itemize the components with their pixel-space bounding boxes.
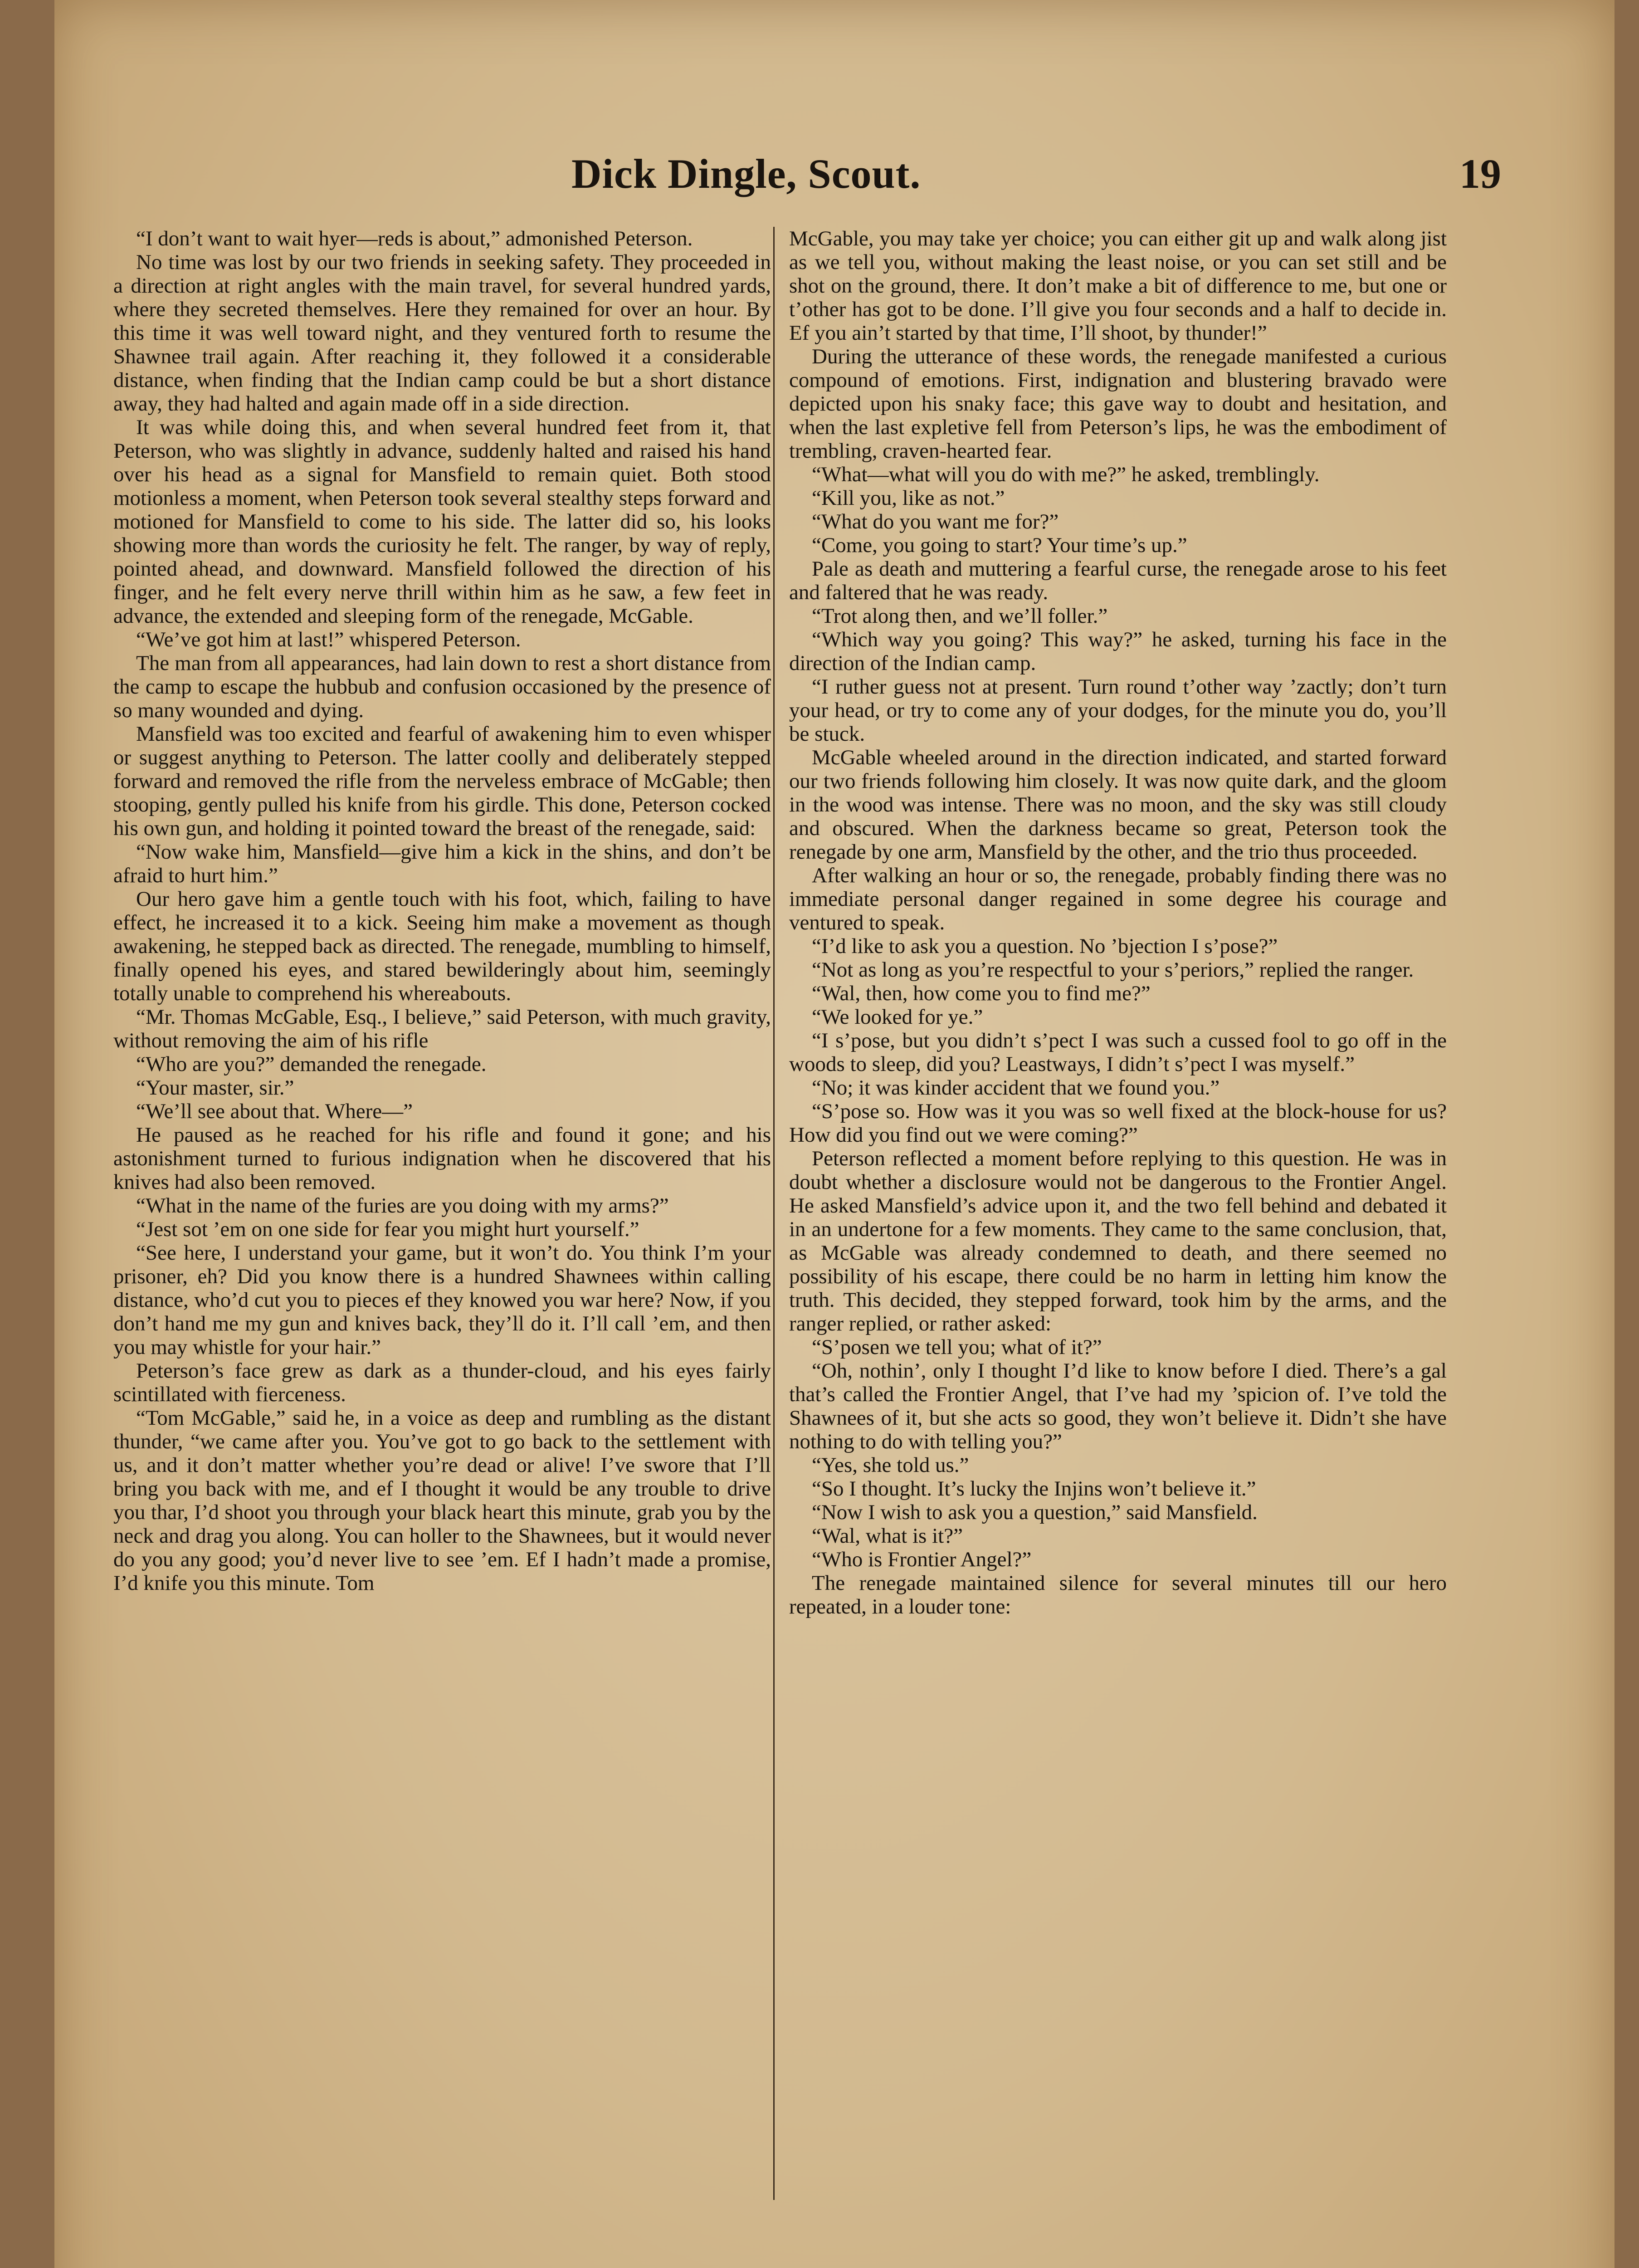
page-header: [54, 150, 1615, 218]
paragraph: “What do you want me for?”: [812, 510, 1059, 533]
paragraph: Mansfield was too excited and fearful of awakening him to even whisper or suggest anything to Peterson. The latter coolly and deliberately stepped forward and removed the rifle from the nerveless embrace of McGable; then stooping, gently pulled his knife from his girdle. This done, Peterson cocked his own gun, and holding it pointed toward the breast of the renegade, said:: [113, 722, 771, 840]
paragraph: “What in the name of the furies are you doing with my arms?”: [136, 1194, 669, 1217]
paragraph: “We looked for ye.”: [812, 1005, 983, 1029]
paragraph: “Come, you going to start? Your time’s up.”: [812, 533, 1187, 557]
paragraph: “Now I wish to ask you a question,” said Mansfield.: [812, 1501, 1258, 1524]
paragraph: “See here, I understand your game, but it won’t do. You think I’m your prisoner, eh? Did you know there is a hundred Shawnees within calling distance, who’d cut you to pieces ef they knowed you war here? Now, if you don’t hand me my gun and knives back, they’ll do it. I’ll call ’em, and then you may whistle for your hair.”: [113, 1241, 771, 1359]
paragraph: He paused as he reached for his rifle and found it gone; and his astonishment turned to furious indignation when he discovered that his knives had also been removed.: [113, 1123, 771, 1194]
paragraph: “Now wake him, Mansfield—give him a kick in the shins, and don’t be afraid to hurt him.”: [113, 840, 771, 887]
column-divider: [773, 227, 775, 2200]
page-number: 19: [1459, 151, 1501, 197]
paragraph: “S’posen we tell you; what of it?”: [812, 1335, 1102, 1359]
paragraph: Peterson reflected a moment before replying to this question. He was in doubt whether a disclosure would not be dangerous to the Frontier Angel. He asked Mansfield’s advice upon it, and the two fell behind and debated it in an undertone for a few moments. They came to the same conclusion, that, as McGable was already condemned to death, and there seemed no possibility of his escape, there could be no harm in letting him know the truth. This decided, they stepped forward, took him by the arms, and the ranger replied, or rather asked:: [789, 1147, 1447, 1335]
paragraph: After walking an hour or so, the renegade, probably finding there was no immediate personal danger regained in some degree his courage and ventured to speak.: [789, 864, 1447, 934]
paragraph: “Not as long as you’re respectful to your s’periors,” replied the ranger.: [812, 958, 1414, 982]
paragraph: “Who are you?” demanded the renegade.: [136, 1052, 487, 1076]
paragraph: “Tom McGable,” said he, in a voice as deep and rumbling as the distant thunder, “we came after you. You’ve got to go back to the settlement with us, and it don’t matter whether you’re dead or alive! I’ve swore that I’ll bring you back with me, and ef I thought it would be any trouble to drive you thar, I’d shoot you through your black heart this minute, grab you by the neck and drag you along. You can holler to the Shawnees, but it would never do you any good; you’d never live to see ’em. Ef I hadn’t made a promise, I’d knife you this minute. Tom: [113, 1406, 771, 1595]
paragraph: “Mr. Thomas McGable, Esq., I believe,” said Peterson, with much gravity, without removing the aim of his rifle: [113, 1005, 771, 1052]
book-page: [54, 0, 1615, 2268]
paragraph: “I ruther guess not at present. Turn round t’other way ’zactly; don’t turn your head, or try to come any of your dodges, for the minute you do, you’ll be stuck.: [789, 675, 1447, 746]
paragraph: “Jest sot ’em on one side for fear you might hurt yourself.”: [136, 1217, 639, 1241]
paragraph: “We’ve got him at last!” whispered Peterson.: [136, 628, 521, 651]
paragraph: The renegade maintained silence for several minutes till our hero repeated, in a louder tone:: [789, 1571, 1447, 1618]
paragraph: No time was lost by our two friends in seeking safety. They proceeded in a direction at right angles with the main travel, for several hundred yards, where they secreted themselves. Here they remained for over an hour. By this time it was well toward night, and they ventured forth to resume the Shawnee trail again. After reaching it, they followed it a considerable distance, when finding that the Indian camp could be but a short distance away, they had halted and again made off in a side direction.: [113, 250, 771, 415]
paragraph: “Which way you going? This way?” he asked, turning his face in the direction of the Indian camp.: [789, 628, 1447, 675]
paragraph: “Trot along then, and we’ll foller.”: [812, 604, 1108, 628]
paragraph: “We’ll see about that. Where—”: [136, 1100, 413, 1123]
paragraph: It was while doing this, and when several hundred feet from it, that Peterson, who was slightly in advance, suddenly halted and raised his hand over his head as a signal for Mansfield to remain quiet. Both stood motionless a moment, when Peterson took several stealthy steps forward and motioned for Mansfield to come to his side. The latter did so, his looks showing more than words the curiosity he felt. The ranger, by way of reply, pointed ahead, and downward. Mansfield followed the direction of his finger, and he felt every nerve thrill within him as he saw, a few feet in advance, the extended and sleeping form of the renegade, McGable.: [113, 415, 771, 628]
paragraph: Our hero gave him a gentle touch with his foot, which, failing to have effect, he increased it to a kick. Seeing him make a movement as though awakening, he stepped back as directed. The renegade, mumbling to himself, finally opened his eyes, and stared bewilderingly about him, seemingly totally unable to comprehend his whereabouts.: [113, 887, 771, 1005]
paragraph: During the utterance of these words, the renegade manifested a curious compound of emotions. First, indignation and blustering bravado were depicted upon his snaky face; this gave way to doubt and hesitation, and when the last expletive fell from Peterson’s lips, he was the embodiment of trembling, craven-hearted fear.: [789, 345, 1447, 463]
paragraph: “No; it was kinder accident that we found you.”: [812, 1076, 1220, 1100]
paragraph: “Who is Frontier Angel?”: [812, 1548, 1032, 1571]
paragraph: The man from all appearances, had lain down to rest a short distance from the camp to escape the hubbub and confusion occasioned by the presence of so many wounded and dying.: [113, 651, 771, 722]
paragraph: “What—what will you do with me?” he asked, tremblingly.: [812, 463, 1320, 486]
right-column: [789, 227, 1447, 2209]
paragraph: Peterson’s face grew as dark as a thunder-cloud, and his eyes fairly scintillated with fierceness.: [113, 1359, 771, 1406]
running-title: Dick Dingle, Scout.: [571, 151, 921, 197]
paragraph: Pale as death and muttering a fearful curse, the renegade arose to his feet and faltered that he was ready.: [789, 557, 1447, 604]
paragraph: “I s’pose, but you didn’t s’pect I was such a cussed fool to go off in the woods to sleep, did you? Leastways, I didn’t s’pect I was myself.”: [789, 1029, 1447, 1076]
paragraph: “I’d like to ask you a question. No ’bjection I s’pose?”: [812, 934, 1278, 958]
paragraph: “Wal, then, how come you to find me?”: [812, 982, 1151, 1005]
paragraph: McGable, you may take yer choice; you can either git up and walk along jist as we tell you, without making the least noise, or you can set still and be shot on the ground, there. It don’t make a bit of difference to me, but one or t’other has got to be done. I’ll give you four seconds and a half to decide in. Ef you ain’t started by that time, I’ll shoot, by thunder!”: [789, 227, 1447, 345]
left-column: [113, 227, 771, 2209]
paragraph: “Yes, she told us.”: [812, 1453, 969, 1477]
paragraph: “Your master, sir.”: [136, 1076, 294, 1100]
paragraph: “Oh, nothin’, only I thought I’d like to know before I died. There’s a gal that’s called the Frontier Angel, that I’ve had my ’spicion of. I’ve told the Shawnees of it, but she acts so good, they won’t believe it. Didn’t she have nothing to do with telling you?”: [789, 1359, 1447, 1453]
paragraph: “I don’t want to wait hyer—reds is about,” admonished Peterson.: [136, 227, 693, 250]
paragraph: McGable wheeled around in the direction indicated, and started forward our two friends following him closely. It was now quite dark, and the gloom in the wood was intense. There was no moon, and the sky was still cloudy and obscured. When the darkness became so great, Peterson took the renegade by one arm, Mansfield by the other, and the trio thus proceeded.: [789, 746, 1447, 864]
paragraph: “S’pose so. How was it you was so well fixed at the block-house for us? How did you find out we were coming?”: [789, 1100, 1447, 1147]
paragraph: “So I thought. It’s lucky the Injins won’t believe it.”: [812, 1477, 1256, 1501]
paragraph: “Kill you, like as not.”: [812, 486, 1005, 510]
paragraph: “Wal, what is it?”: [812, 1524, 963, 1548]
